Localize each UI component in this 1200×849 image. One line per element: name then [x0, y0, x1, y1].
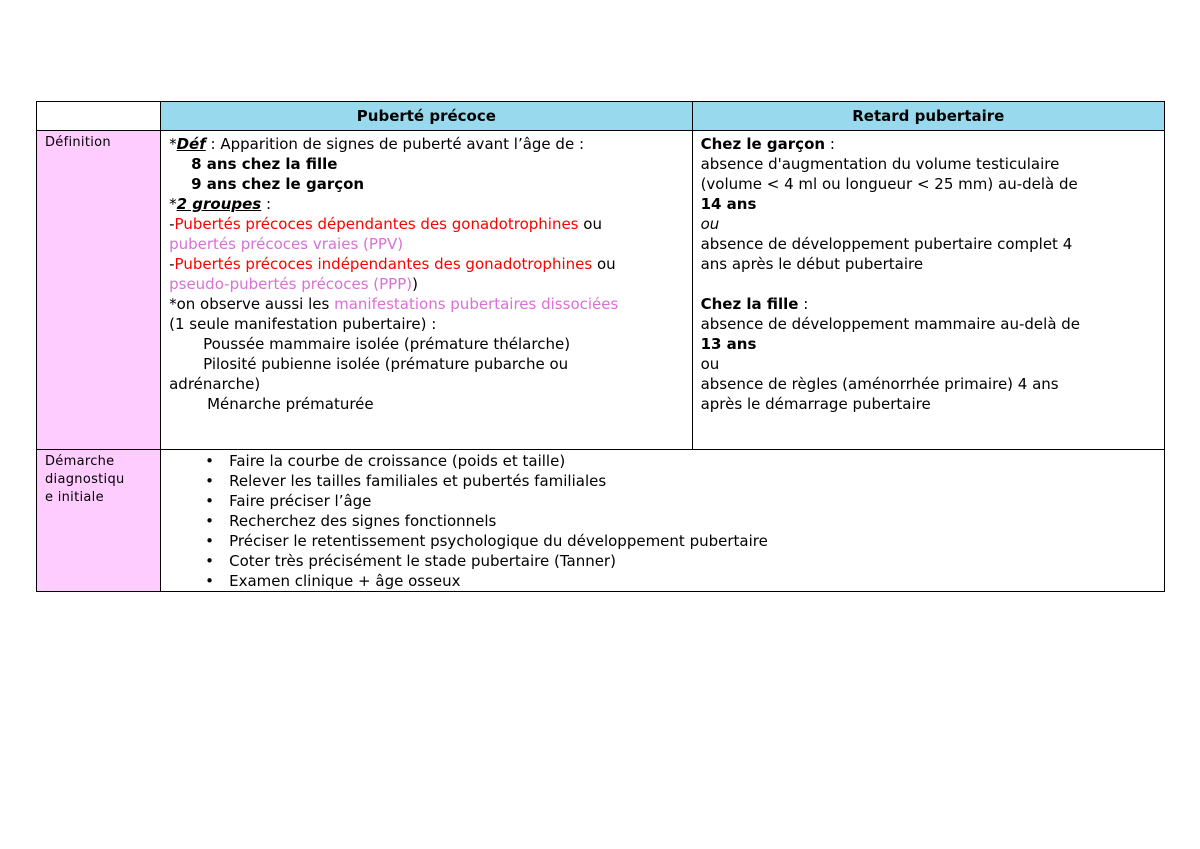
group1-line: [169, 214, 685, 234]
group2-line: [169, 254, 685, 274]
def-text: : Apparition de signes de puberté avant l’âge de :: [205, 135, 585, 153]
header-retard-pubertaire: Retard pubertaire: [692, 102, 1164, 131]
girl-line3: après le démarrage pubertaire: [700, 395, 931, 413]
boy-ou: ou: [700, 215, 720, 233]
boy-title: Chez le garçon: [700, 135, 826, 153]
girl-colon: :: [798, 295, 809, 313]
bullet-icon: •: [205, 472, 214, 490]
age-girl: 8 ans chez la fille: [191, 155, 338, 173]
boy-line1: absence d'augmentation du volume testiculaire: [700, 155, 1060, 173]
step-text: Examen clinique + âge osseux: [229, 572, 461, 590]
demarche-steps-list: [169, 451, 1158, 591]
group2-violet-line: [169, 274, 685, 294]
observe-violet: manifestations pubertaires dissociées: [334, 295, 619, 313]
bullet-icon: •: [205, 512, 214, 530]
list-item: [205, 531, 1158, 551]
boy-colon: :: [825, 135, 835, 153]
list-item: [205, 551, 1158, 571]
observe-detail: (1 seule manifestation pubertaire) :: [169, 315, 437, 333]
step-text: Relever les tailles familiales et pubertés familiales: [229, 472, 607, 490]
group1-violet: pubertés précoces vraies (PPV): [169, 235, 404, 253]
def-word: Déf: [176, 135, 206, 153]
demarche-label-line3: e initiale: [45, 490, 104, 505]
step-text: Préciser le retentissement psychologique du développement pubertaire: [229, 532, 768, 550]
list-item: [205, 451, 1158, 471]
group2-violet: pseudo-pubertés précoces (PPP): [169, 275, 413, 293]
definition-label: Définition: [37, 131, 161, 450]
group2-close: ): [412, 275, 418, 293]
list-item: [205, 571, 1158, 591]
item-poussee-mammaire: Poussée mammaire isolée (prémature thélarche): [203, 335, 571, 353]
step-text: Faire préciser l’âge: [229, 492, 372, 510]
boy-age: 14 ans: [700, 195, 757, 213]
groups-word: 2 groupes: [176, 195, 262, 213]
boy-title-line: [701, 134, 1158, 154]
girl-line2: absence de règles (aménorrhée primaire) 4 ans: [700, 375, 1059, 393]
bullet-icon: •: [205, 532, 214, 550]
list-item: [205, 471, 1158, 491]
definition-retard-cell: [692, 131, 1164, 450]
bullet-icon: •: [205, 492, 214, 510]
girl-title-line: [701, 294, 1158, 314]
definition-row: [37, 131, 1165, 450]
step-text: Recherchez des signes fonctionnels: [229, 512, 497, 530]
groups-suffix: :: [261, 195, 272, 213]
bullet-icon: •: [205, 552, 214, 570]
group2-red: Pubertés précoces indépendantes des gonadotrophines: [174, 255, 593, 273]
groups-line: [169, 194, 685, 214]
groups-prefix: *: [169, 195, 177, 213]
header-puberte-precoce: Puberté précoce: [161, 102, 692, 131]
group1-ou: ou: [578, 215, 602, 233]
def-prefix: *: [169, 135, 177, 153]
header-row: [37, 102, 1165, 131]
observe-prefix: *on observe aussi les: [169, 295, 335, 313]
boy-line3: absence de développement pubertaire complet 4: [700, 235, 1073, 253]
group2-dash: -: [169, 255, 175, 273]
puberty-table: [36, 101, 1165, 592]
boy-line4: ans après le début pubertaire: [700, 255, 924, 273]
demarche-label: [37, 450, 161, 592]
bullet-icon: •: [205, 572, 214, 590]
boy-line2: (volume < 4 ml ou longueur < 25 mm) au-delà de: [700, 175, 1078, 193]
girl-ou: ou: [700, 355, 720, 373]
item-menarche: Ménarche prématurée: [207, 395, 374, 413]
girl-title: Chez la fille: [700, 295, 799, 313]
spacer: [701, 274, 1158, 294]
age-boy: 9 ans chez le garçon: [191, 175, 365, 193]
demarche-label-line1: Démarche: [45, 454, 115, 469]
header-empty-cell: [37, 102, 161, 131]
group1-dash: -: [169, 215, 175, 233]
item-pilosite-cont: adrénarche): [169, 375, 261, 393]
group2-ou: ou: [592, 255, 616, 273]
demarche-steps-cell: [161, 450, 1165, 592]
group1-red: Pubertés précoces dépendantes des gonadotrophines: [174, 215, 579, 233]
def-line: [169, 134, 685, 154]
step-text: Coter très précisément le stade pubertaire (Tanner): [229, 552, 616, 570]
demarche-row: [37, 450, 1165, 592]
bullet-icon: •: [205, 452, 214, 470]
definition-precoce-cell: [161, 131, 692, 450]
girl-line1: absence de développement mammaire au-delà de: [700, 315, 1081, 333]
list-item: [205, 491, 1158, 511]
observe-line: [169, 294, 685, 314]
item-pilosite-pubienne: Pilosité pubienne isolée (prémature pubarche ou: [203, 355, 569, 373]
girl-age: 13 ans: [700, 335, 757, 353]
demarche-label-line2: diagnostiqu: [45, 472, 125, 487]
step-text: Faire la courbe de croissance (poids et taille): [229, 452, 566, 470]
list-item: [205, 511, 1158, 531]
